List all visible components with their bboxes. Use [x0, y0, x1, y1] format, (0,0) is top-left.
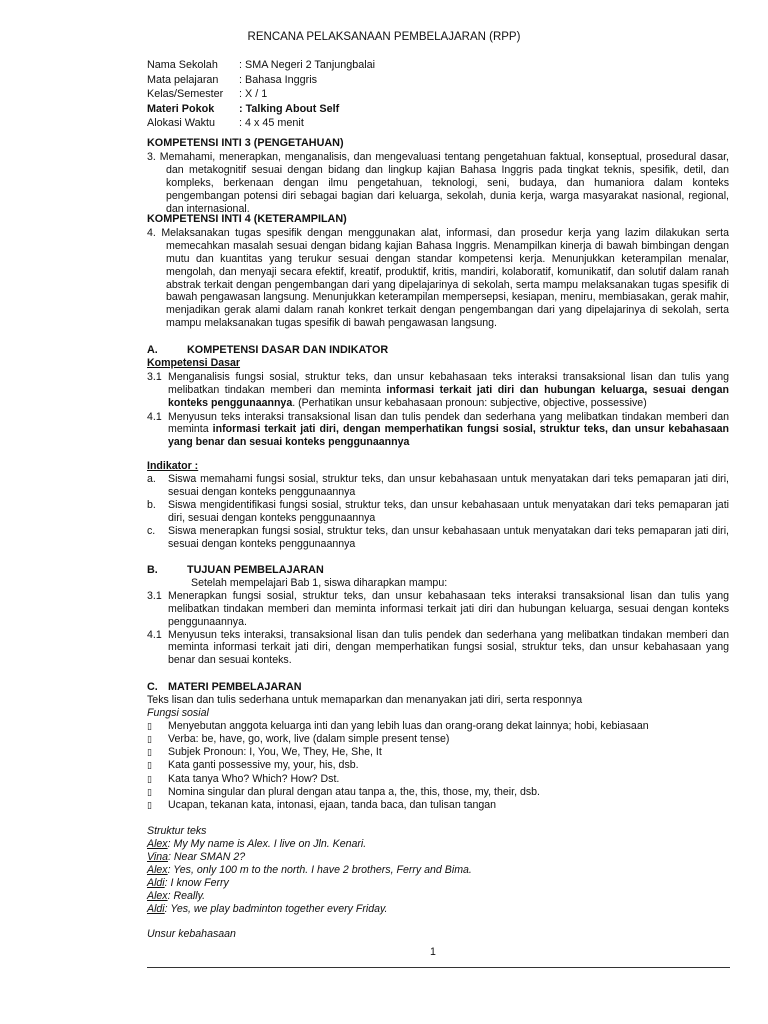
meta-row [147, 87, 375, 102]
indicator-text: Siswa memahami fungsi sosial, struktur teks, dan unsur kebahasaan untuk menyatakan dari teks pemaparan jati diri, sesuai dengan konteks penggunaannya [168, 473, 729, 499]
bullet-box-icon: ▯ [147, 760, 152, 771]
meta-label: Materi Pokok [147, 102, 215, 115]
section-c-title: MATERI PEMBELAJARAN [168, 681, 302, 693]
unsur-kebahasaan-label: Unsur kebahasaan [147, 928, 236, 941]
section-b-intro: Setelah mempelajari Bab 1, siswa diharapkan mampu: [191, 576, 448, 589]
indicator-mark: a. [147, 473, 156, 486]
kd-text-bold: informasi terkait jati diri dan hubungan keluarga, sesuai dengan konteks penggunaannya [168, 383, 729, 409]
kd-heading: Kompetensi Dasar [147, 356, 241, 369]
kd-text-part: Menyusun teks interaksi transaksional lisan dan tulis pendek dan sederhana yang melibatkan tindakan memberi dan meminta [168, 410, 729, 436]
ki4-heading: KOMPETENSI INTI 4 (KETERAMPILAN) [147, 213, 347, 225]
dialog-line [147, 851, 729, 864]
bullet-box-icon: ▯ [147, 786, 152, 797]
footer-divider [147, 967, 730, 968]
indicator-heading: Indikator : [147, 460, 199, 473]
materi-bullet [147, 773, 729, 786]
document-title: RENCANA PELAKSANAAN PEMBELAJARAN (RPP) [247, 31, 521, 43]
materi-bullet [147, 799, 729, 812]
dialog-speaker: Alex [147, 863, 168, 876]
dialog-speaker: Aldi [147, 876, 165, 889]
bullet-text: Subjek Pronoun: I, You, We, They, He, She, It [168, 746, 382, 759]
indicator-item [147, 473, 729, 499]
goal-number: 3.1 [147, 589, 162, 602]
goal-item [147, 629, 729, 668]
meta-row [147, 58, 375, 73]
fungsi-sosial-label: Fungsi sosial [147, 706, 209, 719]
goal-text: Menyusun teks interaksi, transaksional lisan dan tulis pendek dan sederhana yang melibatkan tindakan memberi dan meminta informasi terkait jati diri, dengan memperhatikan fungsi sosial, struktur teks, dan unsur kebahasaan yang benar dan sesuai konteks. [168, 628, 729, 667]
section-b-title: TUJUAN PEMBELAJARAN [187, 564, 324, 576]
meta-value: : SMA Negeri 2 Tanjungbalai [239, 59, 376, 71]
ki4-text: 4. Melaksanakan tugas spesifik dengan menggunakan alat, informasi, dan prosedur kerja yang lazim dilakukan serta memecahkan masalah sesuai dengan bidang kajian Bahasa Inggris. Menampilkan kinerja di bawah bimbingan dengan mutu dan kuantitas yang terukur sesuai dengan standar kompetensi kerja. Menunjukkan keterampilan menalar, mengolah, dan menyaji secara efektif, kreatif, produktif, kritis, mandiri, kolaboratif, komunikatif, dan solutif dalam ranah abstrak terkait dengan pengembangan dari yang dipelajarinya di sekolah, serta mampu melaksanakan tugas spesifik di bawah pengawasan langsung. Menunjukkan keterampilan mempersepsi, kesiapan, meniru, membiasakan, gerak mahir, menjadikan gerak alami dalam ranah konkret terkait dengan pengembangan dari yang dipelajarinya di sekolah, serta mampu melaksanakan tugas spesifik di bawah pengawasan langsung. [147, 226, 729, 330]
indicator-item [147, 499, 729, 525]
dialog-line [147, 903, 729, 916]
page-number: 1 [430, 946, 436, 958]
dialog-line [147, 877, 729, 890]
indicator-mark: b. [147, 498, 156, 511]
materi-bullet [147, 746, 729, 759]
indicator-text: Siswa mengidentifikasi fungsi sosial, struktur teks, dan unsur kebahasaan untuk menyatakan dari teks pemaparan jati diri, sesuai dengan konteks penggunaannya [168, 498, 729, 524]
identity-block [147, 58, 375, 131]
section-c [147, 681, 729, 941]
bullet-box-icon: ▯ [147, 747, 152, 758]
section-b [147, 564, 729, 667]
section-b-heading [147, 564, 729, 577]
meta-value: : Bahasa Inggris [239, 73, 318, 86]
meta-row [147, 73, 375, 88]
dialog-speaker: Aldi [147, 902, 165, 915]
dialog-speaker: Alex [147, 838, 168, 851]
goal-item [147, 590, 729, 629]
materi-bullet [147, 733, 729, 746]
ki3-section [147, 137, 729, 215]
section-c-heading [147, 681, 729, 694]
materi-bullet [147, 720, 729, 733]
indicator-item [147, 525, 729, 551]
struktur-teks-label: Struktur teks [147, 825, 207, 838]
ki3-text: 3. Memahami, menerapkan, menganalisis, dan mengevaluasi tentang pengetahuan faktual, konseptual, prosedural dasar, dan metakognitif sesuai dengan bidang dan lingkup kajian Bahasa Inggris pada tingkat teknis, spesifik, detil, dan kompleks, berkenaan dengan ilmu pengetahuan, teknologi, seni, budaya, dan humaniora dalam konteks pengembangan potensi diri sebagai bagian dari keluarga, sekolah, dunia kerja, warga masyarakat nasional, regional, dan internasional. [147, 150, 729, 215]
section-a-heading [147, 344, 729, 357]
bullet-text: Menyebutan anggota keluarga inti dan yang lebih luas dan orang-orang dekat lainnya; hobi, kebiasaan [168, 719, 649, 732]
dialog-line [147, 890, 729, 903]
meta-row [147, 116, 375, 131]
bullet-text: Nomina singular dan plural dengan atau tanpa a, the, this, those, my, their, dsb. [168, 785, 540, 798]
dialog-speaker: Alex [147, 889, 168, 902]
bullet-text: Kata tanya Who? Which? How? Dst. [168, 772, 340, 785]
meta-label: Kelas/Semester [147, 88, 224, 101]
kd-text [168, 371, 729, 410]
bullet-text: Kata ganti possessive my, your, his, dsb. [168, 759, 359, 772]
goal-text: Menerapkan fungsi sosial, struktur teks, dan unsur kebahasaan teks interaksi transaksional lisan dan tulis yang melibatkan tindakan memberi dan meminta informasi terkait jati diri dan hubungan keluarga, sesuai dengan konteks penggunaannya. [168, 589, 729, 628]
bullet-box-icon: ▯ [147, 799, 152, 810]
dialog-text: : Yes, only 100 m to the north. I have 2 brothers, Ferry and Bima. [167, 863, 472, 876]
materi-bullet [147, 759, 729, 772]
section-a [147, 344, 729, 551]
dialog-line [147, 838, 729, 851]
kd-text-part: Menganalisis fungsi sosial, struktur teks, dan unsur kebahasaan teks interaksi transaksional lisan dan tulis yang melibatkan tindakan memberi dan meminta [168, 370, 729, 396]
indicator-text: Siswa menerapkan fungsi sosial, struktur teks, dan unsur kebahasaan untuk menyatakan dari teks pemaparan jati diri, sesuai dengan konteks penggunaannya [168, 524, 729, 550]
kd-text-part: . (Perhatikan unsur kebahasaan pronoun: subjective, objective, possessive) [292, 396, 647, 409]
section-b-letter: B. [147, 564, 158, 576]
materi-bullet [147, 786, 729, 799]
bullet-box-icon: ▯ [147, 773, 152, 784]
kd-text [168, 411, 729, 450]
section-a-title: KOMPETENSI DASAR DAN INDIKATOR [187, 344, 389, 356]
goal-number: 4.1 [147, 628, 162, 641]
ki3-heading: KOMPETENSI INTI 3 (PENGETAHUAN) [147, 137, 344, 149]
meta-label: Nama Sekolah [147, 59, 218, 71]
section-c-intro: Teks lisan dan tulis sederhana untuk memaparkan dan menanyakan jati diri, serta responnya [147, 693, 583, 706]
dialog-speaker: Vina [147, 850, 169, 863]
kd-item [147, 411, 729, 450]
dialog-text: : Really. [167, 889, 206, 902]
meta-value: : Talking About Self [239, 102, 340, 115]
section-c-letter: C. [147, 681, 158, 693]
kd-item [147, 371, 729, 410]
section-a-letter: A. [147, 344, 158, 356]
dialog-text: : Near SMAN 2? [168, 850, 246, 863]
kd-number: 3.1 [147, 370, 162, 383]
meta-row [147, 102, 375, 117]
meta-value: : X / 1 [239, 88, 268, 101]
bullet-box-icon: ▯ [147, 720, 152, 731]
kd-text-bold: informasi terkait jati diri, dengan memperhatikan fungsi sosial, struktur teks, dan unsur kebahasaan yang benar dan sesuai konteks penggunaannya [168, 423, 729, 449]
bullet-text: Verba: be, have, go, work, live (dalam simple present tense) [168, 732, 450, 745]
dialog-text: : I know Ferry [164, 876, 229, 889]
dialog-text: : My My name is Alex. I live on Jln. Kenari. [167, 838, 367, 851]
kd-number: 4.1 [147, 410, 162, 423]
meta-value: : 4 x 45 menit [239, 117, 304, 130]
ki4-section [147, 213, 729, 330]
meta-label: Alokasi Waktu [147, 117, 216, 130]
indicator-mark: c. [147, 524, 156, 537]
bullet-text: Ucapan, tekanan kata, intonasi, ejaan, tanda baca, dan tulisan tangan [168, 798, 497, 811]
dialog-line [147, 864, 729, 877]
bullet-box-icon: ▯ [147, 733, 152, 744]
dialog-text: : Yes, we play badminton together every Friday. [164, 902, 388, 915]
meta-label: Mata pelajaran [147, 73, 219, 86]
